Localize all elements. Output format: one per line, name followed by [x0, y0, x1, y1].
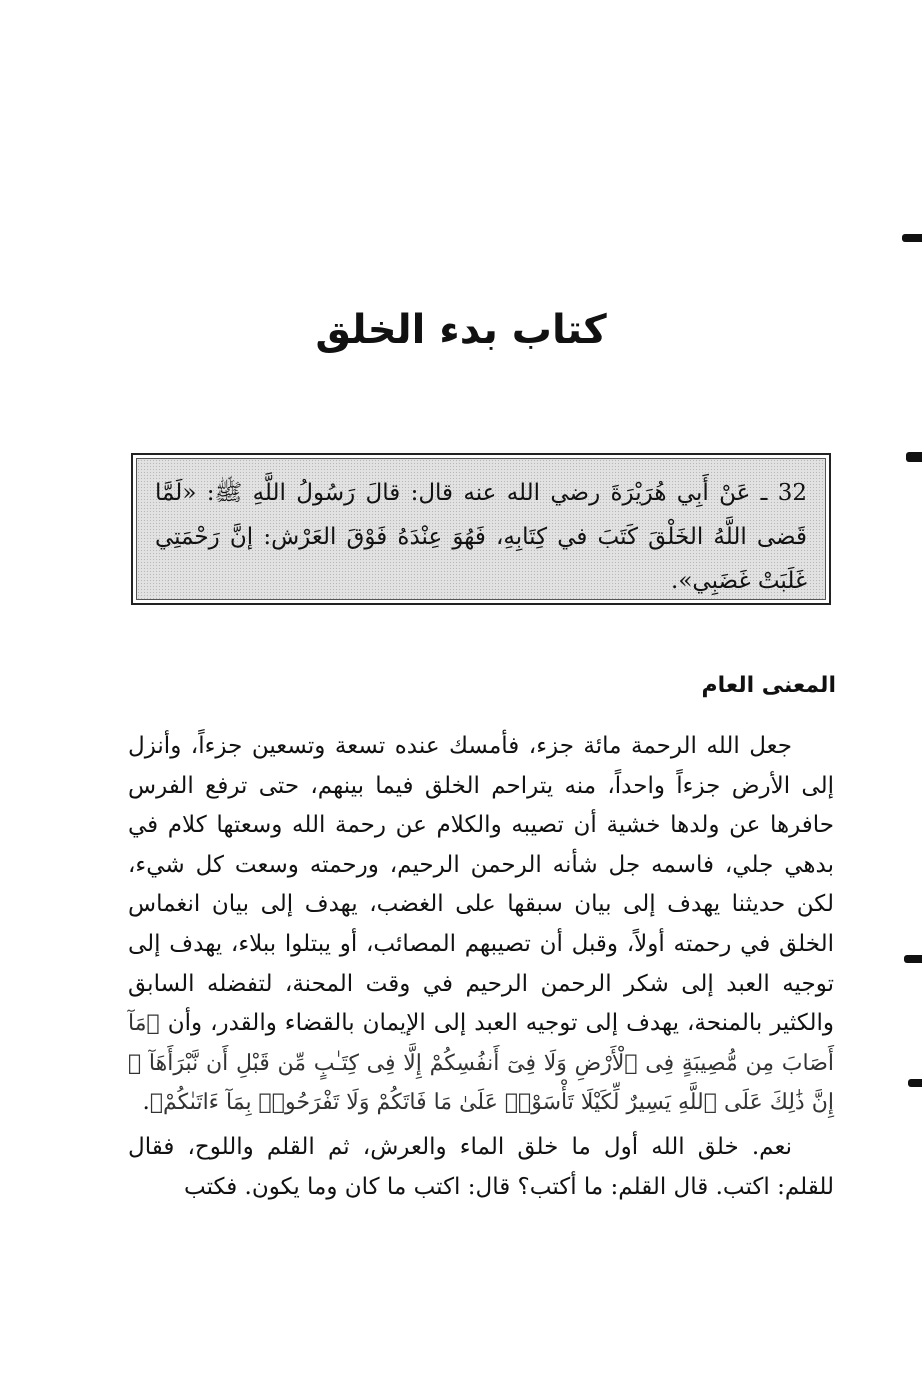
section-heading: المعنى العام [701, 673, 836, 698]
paragraph-1-text: جعل الله الرحمة مائة جزء، فأمسك عنده تسعة وتسعين جزءاً، وأنزل إلى الأرض جزءاً واحداً، منه يتراحم الخلق فيما بينهم، حتى ترفع الفرس حافرها عن ولدها خشية أن تصيبه والكلام عن رحمة الله وسعتها كلام في بدهي جلي، فاسمه جل شأنه الرحمن الرحيم، ورحمته وسعت كل شيء، لكن حديثنا يهدف إلى بيان سبقها على الغضب، يهدف إلى بيان انغماس الخلق في رحمته أولاً، وقبل أن تصيبهم المصائب، أو يبتلوا ببلاء، يهدف إلى توجيه العبد إلى شكر الرحمن الرحيم في وقت المحنة، لتفضله السابق والكثير بالمنحة، يهدف إلى توجيه العبد إلى الإيمان بالقضاء والقدر، وأن [128, 733, 834, 1037]
edge-mark-4 [908, 1079, 922, 1087]
paragraph-2-text: نعم. خلق الله أول ما خلق الماء والعرش، ثم القلم واللوح، فقال للقلم: اكتب. قال القلم: ما أكتب؟ قال: اكتب ما كان وما يكون. فكتب [128, 1134, 834, 1200]
paragraph-1-end: . [142, 1089, 150, 1116]
hadith-text: ـ عَنْ أَبِي هُرَيْرَةَ رضي الله عنه قال: قالَ رَسُولُ اللَّهِ ﷺ: «لَمَّا قَضى اللَّهُ الخَلْقَ كَتَبَ في كِتَابِهِ، فَهُوَ عِنْدَهُ فَوْقَ العَرْش: إنَّ رَحْمَتِي غَلَبَتْ غَضَبِي». [155, 480, 807, 594]
page-title: كتاب بدء الخلق [315, 307, 607, 353]
hadith-text-block [136, 458, 826, 600]
hadith-box [131, 453, 831, 605]
paragraph-1 [128, 727, 834, 1123]
paragraph-2 [128, 1128, 834, 1207]
edge-mark-2 [906, 452, 922, 462]
edge-mark-1 [902, 234, 922, 242]
edge-mark-3 [904, 955, 922, 963]
hadith-number: 32 [777, 480, 807, 506]
quran-verse: ﴿مَآ أَصَابَ مِن مُّصِيبَةٍ فِى ٱلْأَرْضِ وَلَا فِىٓ أَنفُسِكُمْ إِلَّا فِى كِتَـٰبٍ مِّن قَبْلِ أَن نَّبْرَأَهَآ ۚ إِنَّ ذَٰلِكَ عَلَى ٱللَّهِ يَسِيرٌ لِّكَيْلَا تَأْسَوْا۟ عَلَىٰ مَا فَاتَكُمْ وَلَا تَفْرَحُوا۟ بِمَآ ءَاتَىٰكُمْ﴾ [128, 1011, 834, 1116]
